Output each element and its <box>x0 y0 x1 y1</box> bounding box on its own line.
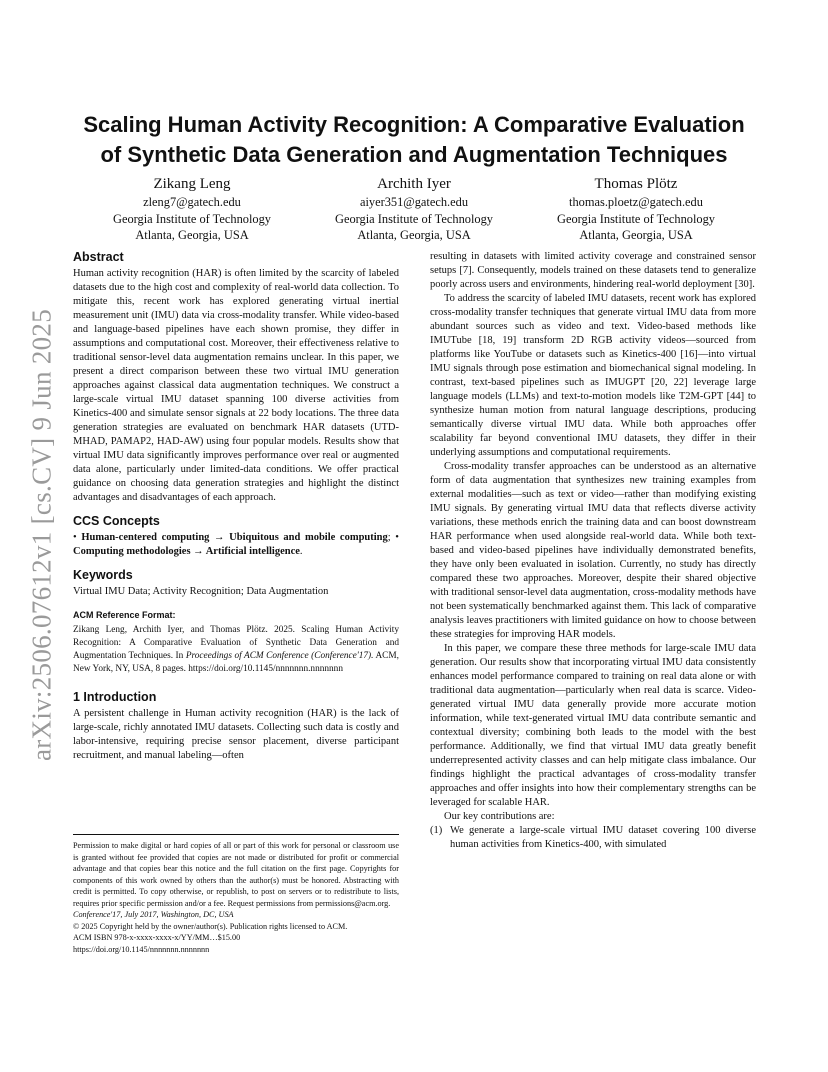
author-email: zleng7@gatech.edu <box>143 195 241 209</box>
ccs-bullet: • <box>73 532 82 543</box>
author-3 <box>526 174 746 244</box>
paragraph: Our key contributions are: <box>444 811 555 822</box>
ccs-end: . <box>299 546 303 557</box>
acm-reference-text <box>73 624 399 676</box>
keywords-text: Virtual IMU Data; Activity Recognition; Data Augmentation <box>73 586 329 597</box>
author-name: Thomas Plötz <box>594 176 678 192</box>
paragraph: Cross-modality transfer approaches can be understood as an alternative form of data augmentation that synthesizes new training examples from external modalities—such as text or video—rather than modifying existing IMU signals. By generating virtual IMU data that reflects diverse activity variations, these methods enrich the training data and can boost downstream HAR performance when used alongside real-world data. While both text-based and video-based pipelines have individually demonstrated benefits, they have only been evaluated in isolation. Currently, no study has directly compared these two approaches. Moreover, despite their shared objective with traditional sensor-level data augmentation, cross-modality methods have not been systematically benchmarked against them. This lack of comparative analysis leaves practitioners with limited guidance on how to choose between these strategies for improving HAR models. <box>430 461 756 640</box>
arxiv-identifier <box>22 300 62 770</box>
author-2 <box>304 174 524 244</box>
left-column <box>73 250 399 763</box>
acm-ref-part2: ACM, New York, NY, USA, 8 pages. https://doi.org/10.1145/nnnnnnn.nnnnnnn <box>73 651 399 674</box>
list-number: (1) <box>430 825 443 836</box>
author-location: Atlanta, Georgia, USA <box>135 228 249 242</box>
paragraph: resulting in datasets with limited activity coverage and constrained sensor setups [7]. Consequently, models trained on these datasets tend to generalize poorly across users and environments, hindering real-world deployment [30]. <box>430 251 756 290</box>
arxiv-id-text: arXiv:2506.07612v1 [cs.CV] 9 Jun 2025 <box>26 308 57 762</box>
author-affiliation: Georgia Institute of Technology <box>113 211 271 226</box>
author-affiliation: Georgia Institute of Technology <box>335 211 493 226</box>
list-text: We generate a large-scale virtual IMU dataset covering 100 diverse human activities from Kinetics-400, with simulated <box>450 825 756 850</box>
ccs-concepts <box>73 531 399 559</box>
author-1 <box>82 174 302 244</box>
paper-title <box>60 110 768 170</box>
acm-reference-heading: ACM Reference Format: <box>73 610 176 620</box>
keywords-heading: Keywords <box>73 568 133 582</box>
abstract-text: Human activity recognition (HAR) is often limited by the scarcity of labeled datasets due to the high cost and complexity of real-world data collection. To mitigate this, recent work has explored generating virtual inertial measurement unit (IMU) data via cross-modality transfer. While video-based and language-based pipelines have each shown promise, they differ in assumptions and computational cost. Moreover, their effectiveness relative to traditional sensor-level data augmentation remains unclear. In this paper, we present a direct comparison between these two virtual IMU generation approaches against classical data augmentation techniques. We construct a large-scale virtual IMU dataset spanning 100 diverse activities from Kinetics-400 and simulate sensor signals at 22 body locations. The three data generation strategies are evaluated on benchmark HAR datasets (UTD-MHAD, PAMAP2, HAD-AW) using four popular models. Results show that virtual IMU data significantly improves performance over real or augmented data alone, particularly under limited-data conditions. We offer practical guidance on choosing data generation strategies and highlight the distinct advantages and disadvantages of each approach. <box>73 268 399 503</box>
title-line-2: of Synthetic Data Generation and Augmentation Techniques <box>100 142 728 167</box>
contribution-item <box>430 824 756 852</box>
copyright-footnote <box>73 834 399 955</box>
ccs-heading: CCS Concepts <box>73 514 160 528</box>
permission-notice: Permission to make digital or hard copies of all or part of this work for personal or classroom use is granted without fee provided that copies are not made or distributed for profit or commercial advantage and that copies bear this notice and the full citation on the first page. Copyrights for components of this work owned by others than the author(s) must be honored. Abstracting with credit is permitted. To copy otherwise, or republish, to post on servers or to redistribute to lists, requires prior specific permission and/or a fee. Request permissions from permissions@acm.org. <box>73 841 399 908</box>
author-location: Atlanta, Georgia, USA <box>579 228 693 242</box>
author-name: Zikang Leng <box>153 176 231 192</box>
abstract-heading: Abstract <box>73 250 124 264</box>
conference-text: Conference'17, July 2017, Washington, DC, USA <box>73 910 234 919</box>
intro-paragraph: A persistent challenge in Human activity recognition (HAR) is the lack of large-scale, richly annotated IMU datasets. Collecting such data is costly and labor-intensive, requiring precise sensor placement, diverse participant recruitment, and manual labeling—often <box>73 708 399 761</box>
author-email: aiyer351@gatech.edu <box>359 195 469 209</box>
author-location: Atlanta, Georgia, USA <box>357 228 471 242</box>
ccs-item: Computing methodologies → Artificial intelligence <box>73 546 300 557</box>
introduction-heading: 1 Introduction <box>73 690 157 704</box>
doi-line: https://doi.org/10.1145/nnnnnnn.nnnnnnn <box>73 944 210 954</box>
author-email: thomas.ploetz@gatech.edu <box>569 195 703 209</box>
copyright-line: © 2025 Copyright held by the owner/author(s). Publication rights licensed to ACM. <box>73 921 348 931</box>
paragraph: In this paper, we compare these three methods for large-scale IMU data generation. Our results show that incorporating virtual IMU data consistently enhances model performance compared to training on real data alone or with traditional data augmentation—particularly when real data is scarce. Video-generated virtual IMU data generally provide more accurate motion information, while text-generated virtual IMU data contribute semantic and contextual diversity; combining both leads to the model with the best performance. Additionally, we find that virtual IMU data greatly benefit underrepresented activity classes and can help mitigate class imbalance. Our findings highlight the practical advantages of cross-modality transfer approaches and offer insights into how their complementary strengths can be leveraged for scalable HAR. <box>430 643 756 808</box>
conference-line <box>73 909 399 921</box>
right-column <box>430 250 756 852</box>
ccs-item: Human-centered computing → Ubiquitous and mobile computing <box>81 532 388 543</box>
title-line-1: Scaling Human Activity Recognition: A Comparative Evaluation <box>83 112 745 137</box>
ccs-separator: ; • <box>387 532 399 543</box>
acm-ref-venue: Proceedings of ACM Conference (Conference'17). <box>185 651 374 661</box>
isbn-line: ACM ISBN 978-x-xxxx-xxxx-x/YY/MM…$15.00 <box>73 933 241 942</box>
paragraph: To address the scarcity of labeled IMU datasets, recent work has explored cross-modality transfer techniques that generate virtual IMU data from more abundant sources such as video and text. Video-based methods like IMUTube [18, 19] transform 2D RGB activity videos—sourced from platforms like YouTube or datasets such as Kinetics-400 [16]—into virtual IMU signals through pose estimation and biomechanical signal modeling. In contrast, text-based pipelines such as IMUGPT [20, 22] leverage large language models (LLMs) and text-to-motion models like T2M-GPT [44] to synthesize human motion from natural language descriptions, producing semantically diverse virtual IMU data. While both approaches offer scalability far beyond conventional IMU datasets, they differ in their underlying assumptions and computational requirements. <box>430 293 756 458</box>
author-name: Archith Iyer <box>377 176 451 192</box>
author-affiliation: Georgia Institute of Technology <box>557 211 715 226</box>
acm-ref-part1: Zikang Leng, Archith Iyer, and Thomas Plötz. 2025. Scaling Human Activity Recognition: A Comparative Evaluation of Synthetic Data Generation and Augmentation Techniques. In <box>73 625 399 661</box>
